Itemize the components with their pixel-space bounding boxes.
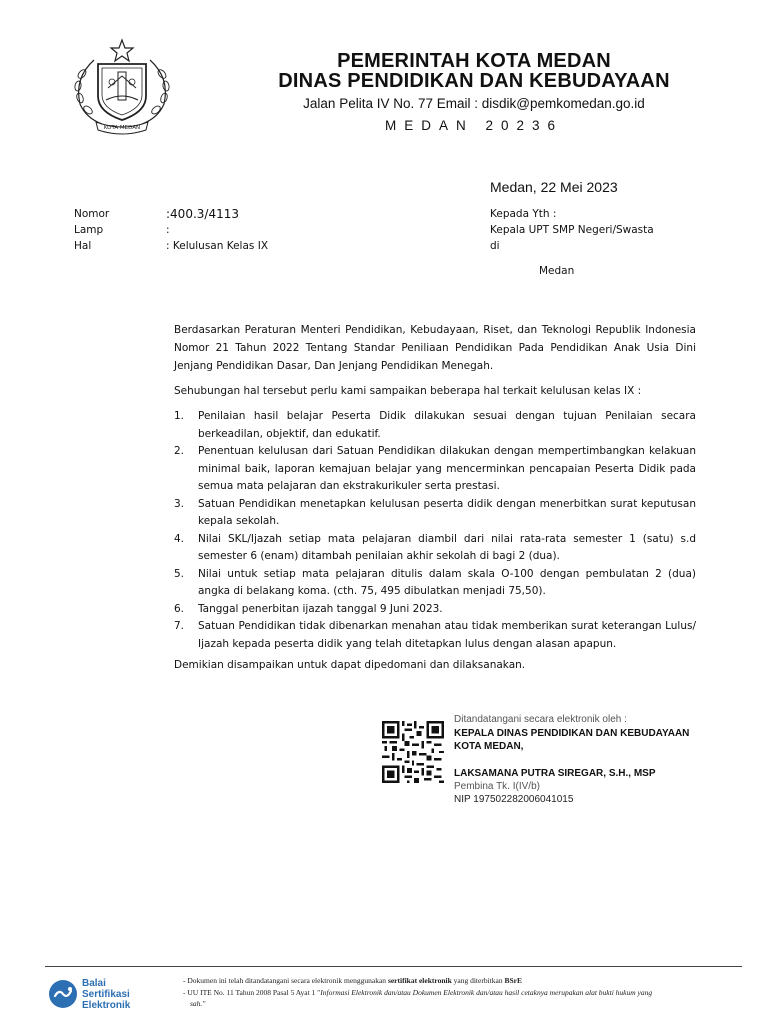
nomor-value: :400.3/4113 xyxy=(166,207,239,221)
list-item-number: 2. xyxy=(174,445,185,457)
closing-paragraph: Demikian disampaikan untuk dapat dipedomani dan dilaksanakan. xyxy=(174,659,526,671)
list-item-number: 6. xyxy=(174,602,185,615)
list-item xyxy=(174,566,696,601)
header-address: Jalan Pelita IV No. 77 Email : disdik@pemkomedan.go.id xyxy=(303,96,645,111)
recipient-di: di xyxy=(490,240,500,252)
list-item xyxy=(174,408,696,443)
list-item xyxy=(174,618,696,653)
signature-position-line1: KEPALA DINAS PENDIDIKAN DAN KEBUDAYAAN xyxy=(454,728,690,739)
signature-rank: Pembina Tk. I(IV/b) xyxy=(454,781,540,792)
list-item-text: Satuan Pendidikan menetapkan kelulusan peserta didik dengan menerbitkan surat keputusan kepala sekolah. xyxy=(198,497,696,527)
bsre-label-line2: Sertifikasi xyxy=(82,989,130,1000)
lamp-value: : xyxy=(166,224,170,236)
bsre-label-line1: Balai xyxy=(82,978,106,989)
footer-note-certificate: - Dokumen ini telah ditandatangani secara elektronik menggunakan sertifikat elektronik yang diterbitkan BSrE xyxy=(183,976,522,985)
header-government-name: PEMERINTAH KOTA MEDAN xyxy=(337,50,611,72)
signature-signed-by: Ditandatangani secara elektronik oleh : xyxy=(454,714,627,725)
signature-position-line2: KOTA MEDAN, xyxy=(454,741,524,752)
list-item-text: Penentuan kelulusan dari Satuan Pendidikan dilakukan dengan mempertimbangkan kelakuan minimal baik, laporan kemajuan belajar yang mencerminkan pencapaian Peserta Didik pada semua mata pelajaran dan ekstrakurikuler serta prestasi. xyxy=(198,445,696,492)
header-agency-name: DINAS PENDIDIKAN DAN KEBUDAYAAN xyxy=(278,70,670,92)
bsre-logo-icon xyxy=(48,979,78,1009)
list-item xyxy=(174,496,696,531)
list-item-number: 3. xyxy=(174,497,185,510)
svg-text:KOTA MEDAN: KOTA MEDAN xyxy=(103,125,141,131)
list-item-text: Tanggal penerbitan ijazah tanggal 9 Juni 2023. xyxy=(198,602,443,615)
hal-label: Hal xyxy=(74,240,92,252)
kota-medan-coat-of-arms-logo xyxy=(68,38,176,136)
footer-divider xyxy=(45,966,742,967)
nomor-label: Nomor xyxy=(74,208,110,220)
bsre-label-line3: Elektronik xyxy=(82,1000,131,1011)
footer-note-law: - UU ITE No. 11 Tahun 2008 Pasal 5 Ayat 1 "Informasi Elektronik dan/atau Dokumen Elektronik dan/atau hasil cetaknya merupakan alat bukti hukum yang xyxy=(183,988,653,997)
list-item-number: 7. xyxy=(174,620,185,632)
hal-value: : Kelulusan Kelas IX xyxy=(166,240,269,252)
header-city-postcode: MEDAN 20236 xyxy=(384,118,564,133)
intro-paragraph: Berdasarkan Peraturan Menteri Pendidikan, Kebudayaan, Riset, dan Teknologi Republik Indonesia Nomor 21 Tahun 2022 Tentang Standar Peniliaan Pendidikan Pada Pendidikan Anak Usia Dini Jenjang Pendidikan Dasar, Dan Jenjang Pendidikan Menegah. xyxy=(174,324,696,372)
list-item-number: 4. xyxy=(174,532,185,545)
list-item-text: Satuan Pendidikan tidak dibenarkan menahan atau tidak memberikan surat keterangan Lulus/ Ijazah kepada peserta didik yang telah ditetapkan lulus dengan alasan apapun. xyxy=(198,620,696,650)
provisions-list xyxy=(174,408,696,653)
list-item-number: 1. xyxy=(174,410,185,422)
letter-date: Medan, 22 Mei 2023 xyxy=(490,179,618,195)
list-item-text: Penilaian hasil belajar Peserta Didik dilakukan sesuai dengan tujuan Penilaian secara berkeadilan, objektif, dan edukatif. xyxy=(198,410,696,440)
recipient-name: Kepala UPT SMP Negeri/Swasta xyxy=(490,224,654,236)
recipient-city: Medan xyxy=(539,265,575,277)
list-item xyxy=(174,443,696,496)
signature-name: LAKSAMANA PUTRA SIREGAR, S.H., MSP xyxy=(454,768,656,779)
list-item xyxy=(174,601,696,619)
list-item-text: Nilai SKL/Ijazah setiap mata pelajaran diambil dari nilai rata-rata semester 1 (satu) s.d semester 6 (enam) ditambah penilaian akhir sekolah di bagi 2 (dua). xyxy=(198,532,696,562)
list-item xyxy=(174,531,696,566)
lead-paragraph: Sehubungan hal tersebut perlu kami sampaikan beberapa hal terkait kelulusan kelas IX : xyxy=(174,385,642,397)
signature-nip: NIP 197502282006041015 xyxy=(454,794,574,805)
list-item-text: Nilai untuk setiap mata pelajaran ditulis dalam skala O-100 dengan pembulatan 2 (dua) angka di belakang koma. (cth. 75, 495 dibulatkan menjadi 75,50). xyxy=(198,567,696,597)
list-item-number: 5. xyxy=(174,567,185,580)
qr-code-icon xyxy=(382,721,444,783)
footer-note-law-end: sah." xyxy=(190,999,206,1008)
lamp-label: Lamp xyxy=(74,224,104,236)
recipient-greeting: Kepada Yth : xyxy=(490,208,557,220)
